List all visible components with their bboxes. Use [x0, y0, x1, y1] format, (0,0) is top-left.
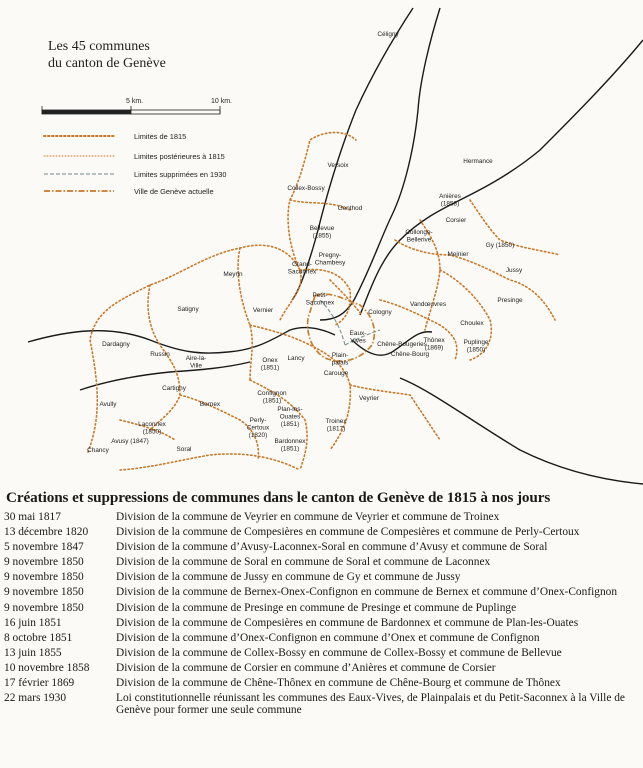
table-row: [0, 632, 643, 644]
commune-label: Choulex: [460, 320, 484, 327]
row-description: Division de la commune de Presinge en commune de Presinge et commune de Puplinge: [116, 601, 517, 614]
legend-label-1815: Limites de 1815: [134, 132, 187, 141]
commune-label: Carouge: [323, 370, 349, 377]
commune-label: Cartigny: [162, 385, 186, 392]
table-row: [0, 677, 643, 689]
row-description: Division de la commune de Bernex-Onex-Confignon en commune de Bernex et commune d’Onex-Confignon: [116, 586, 618, 599]
table-row: [0, 692, 643, 717]
row-description: Division de la commune de Collex-Bossy en commune de Collex-Bossy et commune de Bellevue: [116, 646, 562, 659]
changes-table: [0, 489, 643, 720]
commune-label: Cologny: [368, 309, 392, 316]
map-title-line-2: du canton de Genève: [48, 56, 166, 71]
table-row: [0, 617, 643, 629]
table-row: [0, 571, 643, 583]
row-date: 13 décembre 1820: [4, 526, 89, 539]
commune-label: Thônex (1869): [423, 337, 445, 352]
commune-labels: [87, 31, 523, 454]
table-row: [0, 556, 643, 568]
table-row: [0, 586, 643, 598]
scale-end-label: 10 km.: [211, 98, 233, 105]
commune-label: Hermance: [463, 158, 493, 165]
commune-label: Lancy: [287, 355, 305, 362]
commune-label: Eaux-Vives: [349, 330, 367, 345]
row-date: 8 octobre 1851: [4, 631, 73, 644]
row-date: 22 mars 1930: [4, 692, 67, 705]
table-title: Créations et suppressions de communes dans le canton de Genève de 1815 à nos jours: [6, 489, 551, 506]
commune-label: Plain-palais: [331, 352, 349, 367]
commune-label: Bardonnex (1851): [274, 438, 306, 453]
table-row: [0, 647, 643, 659]
row-description: Division de la commune de Chêne-Thônex en commune de Chêne-Bourg et commune de Thônex: [116, 677, 561, 690]
commune-label: Laconnex (1850): [138, 421, 166, 436]
commune-label: Aire-la-Ville: [185, 355, 207, 370]
row-date: 10 novembre 1858: [4, 661, 90, 674]
legend: [44, 132, 226, 196]
row-description: Division de la commune de Veyrier en commune de Veyrier et commune de Troinex: [116, 511, 500, 523]
commune-label: Meyrin: [223, 271, 243, 278]
commune-label: Dardagny: [102, 341, 130, 348]
table-row: [0, 526, 643, 538]
commune-label: Onex (1851): [260, 357, 280, 372]
commune-label: Troinex (1817): [325, 418, 347, 433]
commune-label: Bellevue (1855): [309, 225, 335, 240]
commune-label: Petit-Saconnex: [305, 292, 335, 307]
row-date: 9 novembre 1850: [4, 556, 84, 569]
commune-label: Anières (1858): [439, 193, 461, 208]
commune-label: Céligny: [377, 31, 399, 38]
row-description: Division de la commune de Corsier en commune d’Anières et commune de Corsier: [116, 661, 496, 674]
commune-label: Plan-les-Ouates (1851): [277, 406, 303, 428]
table-row: [0, 662, 643, 674]
commune-label: Jussy: [505, 267, 523, 274]
row-date: 9 novembre 1850: [4, 601, 84, 614]
lake-shoreline: [28, 8, 643, 484]
commune-label: Genthod: [337, 205, 363, 212]
commune-label: Presinge: [497, 297, 523, 304]
commune-label: Meinier: [447, 251, 469, 258]
table-row: [0, 511, 643, 523]
commune-label: Grand-Saconnex: [287, 261, 317, 276]
commune-label: Pregny-Chambesy: [314, 252, 346, 267]
row-description: Division de la commune de Compesières en commune de Bardonnex et commune de Plan-les-Ouates: [116, 616, 579, 629]
legend-label-city: Ville de Genève actuelle: [134, 187, 214, 196]
row-description: Loi constitutionnelle réunissant les communes des Eaux-Vives, de Plainpalais et du Petit-Saconnex à la Ville de Genève pour former une seule commune: [116, 692, 625, 717]
map-title-line-1: Les 45 communes: [48, 39, 150, 54]
commune-label: Gy (1850): [485, 242, 515, 249]
commune-label: Avully: [99, 401, 117, 408]
commune-label: Bernex: [199, 401, 221, 408]
commune-label: Collonge-Bellerive: [405, 229, 433, 244]
commune-label: Avusy (1847): [111, 438, 149, 445]
table-row: [0, 602, 643, 614]
row-date: 17 février 1869: [4, 677, 75, 690]
commune-label: Corsier: [445, 217, 467, 224]
row-date: 30 mai 1817: [4, 511, 61, 523]
row-date: 13 juin 1855: [4, 646, 62, 659]
commune-label: Collex-Bossy: [287, 185, 325, 192]
commune-label: Russin: [150, 351, 170, 358]
row-description: Division de la commune de Compesières en commune de Compesières et commune de Perly-Certoux: [116, 526, 580, 539]
scale-bar: [42, 98, 232, 114]
commune-label: Puplinge (1850): [463, 339, 489, 354]
row-date: 9 novembre 1850: [4, 571, 84, 584]
row-description: Division de la commune d’Onex-Confignon en commune d’Onex et commune de Confignon: [116, 631, 540, 644]
commune-label: Chancy: [87, 447, 109, 454]
commune-label: Chêne-Bourg: [390, 351, 430, 358]
commune-label: Veyrier: [359, 395, 379, 402]
row-description: Division de la commune de Jussy en commune de Gy et commune de Jussy: [116, 571, 461, 584]
commune-label: Vandœuvres: [409, 301, 447, 308]
commune-label: Soral: [176, 446, 192, 453]
commune-label: Satigny: [177, 306, 199, 313]
table-row: [0, 541, 643, 553]
commune-label: Confignon (1851): [257, 390, 287, 405]
commune-label: Chêne-Bougeries: [377, 341, 427, 348]
row-description: Division de la commune de Soral en commune de Soral et commune de Laconnex: [116, 556, 491, 569]
row-date: 9 novembre 1850: [4, 586, 84, 599]
legend-label-post-1815: Limites postérieures à 1815: [134, 152, 225, 161]
row-date: 5 novembre 1847: [4, 541, 84, 554]
row-description: Division de la commune d’Avusy-Laconnex-Soral en commune d’Avusy et commune de Soral: [116, 541, 548, 554]
legend-label-1930: Limites supprimées en 1930: [134, 170, 227, 179]
map-title: [48, 38, 166, 72]
table-rows: [0, 511, 643, 717]
scale-mid-label: 5 km.: [126, 98, 144, 105]
commune-label: Versoix: [327, 162, 349, 169]
row-date: 16 juin 1851: [4, 616, 62, 629]
commune-label: Vernier: [252, 307, 274, 314]
commune-label: Perly-Certoux (1820): [246, 417, 270, 439]
